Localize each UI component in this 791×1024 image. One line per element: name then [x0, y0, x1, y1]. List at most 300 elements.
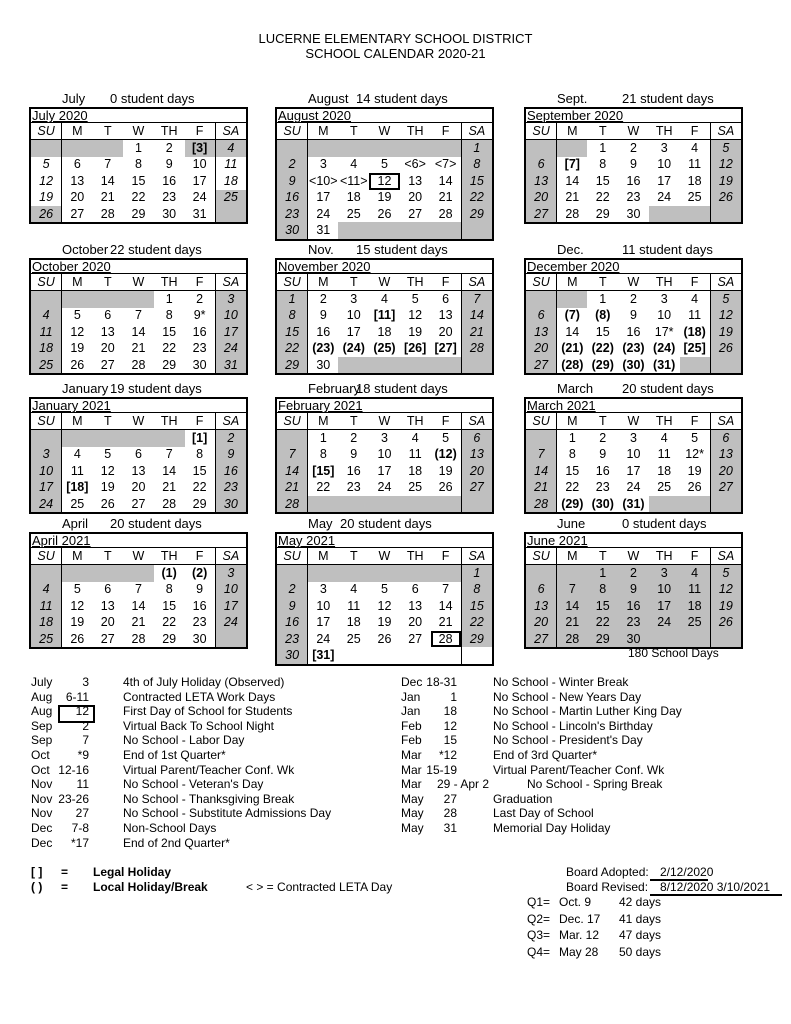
- day-cell: 16: [618, 598, 649, 614]
- event-date: *9: [77, 747, 89, 762]
- day-cell: 13: [461, 447, 492, 463]
- legend-local-equals: =: [61, 880, 69, 894]
- district-name: LUCERNE ELEMENTARY SCHOOL DISTRICT: [258, 31, 533, 46]
- day-cell: 7: [134, 308, 142, 323]
- day-cell: 11: [70, 463, 84, 478]
- day-cell: (12): [434, 447, 457, 462]
- day-cell: 25: [70, 496, 85, 511]
- student-days-count: 20 student days: [340, 516, 432, 531]
- weekday-header: SA: [461, 413, 492, 430]
- weekday-header: W: [369, 274, 400, 291]
- day-cell: 21: [277, 480, 308, 496]
- weekday-header: F: [185, 548, 216, 565]
- weekday-header: SA: [215, 123, 246, 140]
- day-cell: 4: [350, 582, 358, 597]
- event-description: No School - Lincoln's Birthday: [493, 718, 653, 733]
- day-cell: 6: [710, 430, 741, 447]
- weekday-header: TH: [400, 548, 431, 565]
- day-cell: 1: [319, 431, 327, 446]
- student-days-count: 15 student days: [356, 242, 448, 257]
- day-cell: 17: [316, 615, 331, 630]
- day-cell: [7]: [564, 157, 580, 172]
- day-cell: 30: [192, 631, 207, 646]
- day-cell: 1: [599, 292, 607, 307]
- day-cell: 18: [346, 190, 361, 205]
- event-description: No School - Veteran's Day: [123, 777, 264, 792]
- day-cell: [215, 206, 246, 222]
- day-cell: 23: [162, 190, 177, 205]
- day-cell: 16: [277, 190, 308, 206]
- day-cell: <11>: [339, 173, 368, 188]
- day-cell: [369, 140, 400, 157]
- weekday-header: SA: [461, 548, 492, 565]
- day-cell: 5: [411, 292, 419, 307]
- day-cell: [680, 357, 711, 373]
- weekday-header: M: [62, 274, 93, 291]
- day-cell: 22: [277, 341, 308, 357]
- day-cell: 17: [649, 598, 680, 614]
- event-description: No School - Spring Break: [527, 777, 663, 792]
- event-month: Aug: [31, 704, 53, 719]
- day-cell: [1]: [191, 431, 208, 446]
- day-cell: 6: [411, 582, 419, 597]
- day-cell: 18: [31, 341, 62, 357]
- event-description: Contracted LETA Work Days: [123, 689, 276, 704]
- weekday-header: M: [557, 274, 588, 291]
- weekday-header: SA: [710, 413, 741, 430]
- day-cell: [27]: [434, 341, 457, 356]
- day-cell: 15: [162, 324, 177, 339]
- month-name: June: [557, 516, 586, 531]
- day-cell: [31, 140, 62, 157]
- day-cell: 14: [162, 463, 177, 478]
- day-cell: [369, 357, 400, 373]
- weekday-header: SA: [461, 123, 492, 140]
- day-cell: [123, 565, 154, 582]
- day-cell: 8: [277, 308, 308, 324]
- weekday-header: TH: [649, 274, 680, 291]
- day-cell: 28: [431, 631, 462, 647]
- day-cell: 7: [442, 582, 450, 597]
- day-cell: [526, 140, 557, 157]
- month-name: January: [62, 381, 109, 396]
- day-cell: 4: [660, 431, 668, 446]
- day-cell: [277, 140, 308, 157]
- day-cell: 21: [162, 480, 177, 495]
- day-cell: [308, 496, 339, 512]
- day-cell: [431, 647, 462, 663]
- day-cell: 20: [100, 341, 115, 356]
- quarter-end-date: Mar. 12: [559, 928, 600, 942]
- weekday-header: T: [587, 548, 618, 565]
- event-month: Nov: [31, 806, 53, 821]
- day-cell: 15: [595, 324, 610, 339]
- day-cell: 4: [31, 308, 62, 324]
- day-cell: 22: [565, 480, 580, 495]
- day-cell: 22: [595, 190, 610, 205]
- event-date: *17: [70, 835, 89, 850]
- weekday-header: W: [369, 123, 400, 140]
- day-cell: 27: [526, 206, 557, 222]
- day-cell: [431, 565, 462, 582]
- month-calendar: [524, 397, 743, 514]
- month-name: March: [557, 381, 594, 396]
- day-cell: [31, 430, 62, 447]
- day-cell: 16: [277, 615, 308, 631]
- day-cell: (29): [561, 496, 584, 511]
- day-cell: 27: [408, 631, 423, 646]
- day-cell: 21: [131, 615, 146, 630]
- day-cell: 20: [408, 190, 423, 205]
- day-cell: [92, 430, 123, 447]
- day-cell: 20: [526, 190, 557, 206]
- day-cell: 3: [350, 292, 358, 307]
- day-cell: <7>: [434, 157, 457, 172]
- day-cell: 3: [660, 141, 668, 156]
- legend-local-text: Local Holiday/Break: [93, 880, 208, 894]
- day-cell: 11: [680, 582, 711, 598]
- day-cell: [461, 647, 492, 663]
- day-cell: 19: [710, 598, 741, 614]
- day-cell: 23: [192, 341, 207, 356]
- event-date: 31: [443, 820, 457, 835]
- weekday-header: W: [123, 123, 154, 140]
- event-date: 6-11: [65, 689, 89, 704]
- weekday-header: TH: [400, 413, 431, 430]
- weekday-header: T: [338, 413, 369, 430]
- day-cell: [526, 565, 557, 582]
- day-cell: 24: [192, 190, 207, 205]
- day-cell: [461, 496, 492, 512]
- day-cell: 13: [100, 598, 115, 613]
- event-description: Graduation: [493, 791, 553, 806]
- day-cell: 7: [526, 447, 557, 463]
- event-date: 15: [443, 733, 457, 748]
- day-cell: 10: [316, 598, 331, 613]
- day-cell: 5: [380, 157, 388, 172]
- day-cell: 12: [710, 308, 741, 324]
- day-cell: 28: [277, 496, 308, 512]
- quarter-label: Q2=: [527, 911, 551, 926]
- weekday-header: SU: [31, 123, 62, 140]
- event-description: No School - Thanksgiving Break: [123, 791, 295, 806]
- day-cell: 3: [660, 292, 668, 307]
- weekday-header: TH: [154, 123, 185, 140]
- weekday-header: F: [185, 123, 216, 140]
- event-description: No School - President's Day: [493, 733, 643, 748]
- weekday-header: T: [338, 274, 369, 291]
- day-cell: 30: [626, 206, 641, 221]
- month-calendar: [29, 107, 248, 224]
- day-cell: [62, 291, 93, 308]
- month-calendar: [275, 107, 494, 241]
- day-cell: <10>: [309, 173, 338, 188]
- weekday-header: M: [62, 123, 93, 140]
- weekday-header: F: [431, 413, 462, 430]
- day-cell: 29: [131, 206, 146, 221]
- weekday-header: M: [308, 123, 339, 140]
- day-cell: (7): [564, 308, 580, 323]
- event-description: Memorial Day Holiday: [493, 820, 611, 835]
- day-cell: 1: [134, 141, 142, 156]
- event-date: 2: [82, 718, 89, 733]
- day-cell: 12: [369, 173, 400, 189]
- weekday-header: T: [338, 548, 369, 565]
- weekday-header: TH: [154, 413, 185, 430]
- event-description: No School - Substitute Admissions Day: [123, 806, 332, 821]
- day-cell: (18): [683, 324, 706, 339]
- weekday-header: F: [680, 274, 711, 291]
- day-cell: 17: [657, 173, 672, 188]
- day-cell: 28: [131, 357, 146, 372]
- day-cell: 1: [165, 292, 173, 307]
- day-cell: [62, 140, 93, 157]
- day-cell: 9: [599, 447, 607, 462]
- day-cell: 21: [438, 615, 453, 630]
- event-month: Mar: [401, 747, 422, 762]
- day-cell: 26: [710, 341, 741, 357]
- day-cell: [92, 140, 123, 157]
- day-cell: 28: [526, 496, 557, 512]
- day-cell: 2: [350, 431, 358, 446]
- day-cell: 2: [277, 582, 308, 598]
- day-cell: 5: [73, 582, 81, 597]
- day-cell: 1: [568, 431, 576, 446]
- day-cell: (1): [161, 566, 177, 581]
- day-cell: 9: [277, 173, 308, 189]
- month-label: October 2020: [31, 260, 246, 274]
- day-cell: 27: [131, 496, 146, 511]
- day-cell: [26]: [404, 341, 427, 356]
- weekday-header: SU: [277, 274, 308, 291]
- day-cell: 10: [215, 582, 246, 598]
- month-name: May: [308, 516, 333, 531]
- day-cell: 14: [438, 598, 453, 613]
- day-cell: [369, 222, 400, 238]
- day-cell: 30: [277, 222, 308, 238]
- month-label: May 2021: [277, 534, 492, 548]
- day-cell: 18: [657, 463, 672, 478]
- day-cell: [25]: [683, 341, 706, 356]
- day-cell: 2: [629, 292, 637, 307]
- legend-legal-equals: =: [61, 865, 69, 879]
- day-cell: 18: [680, 598, 711, 614]
- event-date: 29 - Apr 2: [436, 777, 489, 792]
- day-cell: 13: [526, 173, 557, 189]
- day-cell: [31]: [312, 648, 335, 663]
- weekday-header: T: [92, 413, 123, 430]
- day-cell: 16: [316, 324, 331, 339]
- day-cell: 1: [277, 291, 308, 308]
- day-cell: 5: [710, 291, 741, 308]
- month-label: September 2020: [526, 109, 741, 123]
- weekday-header: M: [308, 548, 339, 565]
- day-cell: 27: [526, 631, 557, 647]
- day-cell: 4: [350, 157, 358, 172]
- day-cell: 30: [618, 631, 649, 647]
- day-cell: 9: [618, 582, 649, 598]
- month-calendar: [275, 258, 494, 375]
- day-cell: 27: [100, 357, 115, 372]
- day-cell: [710, 357, 741, 373]
- board-adopted-label: Board Adopted:: [566, 865, 649, 879]
- weekday-header: TH: [154, 274, 185, 291]
- day-cell: 9: [196, 582, 204, 597]
- weekday-header: SU: [526, 413, 557, 430]
- weekday-header: T: [587, 274, 618, 291]
- day-cell: 23: [215, 480, 246, 496]
- day-cell: 5: [380, 582, 388, 597]
- weekday-header: F: [185, 274, 216, 291]
- day-cell: 10: [215, 308, 246, 324]
- weekday-header: SU: [31, 274, 62, 291]
- day-cell: 15: [277, 324, 308, 340]
- day-cell: 10: [377, 447, 392, 462]
- day-cell: [308, 565, 339, 582]
- day-cell: 6: [461, 430, 492, 447]
- day-cell: 21: [131, 341, 146, 356]
- day-cell: 8: [196, 447, 204, 462]
- day-cell: [92, 565, 123, 582]
- month-label: August 2020: [277, 109, 492, 123]
- day-cell: 26: [438, 480, 453, 495]
- month-calendar: [524, 107, 743, 224]
- day-cell: 31: [316, 223, 331, 238]
- day-cell: 26: [31, 206, 62, 222]
- day-cell: 12: [377, 598, 392, 613]
- event-date: 12: [443, 718, 457, 733]
- day-cell: 19: [70, 615, 85, 630]
- day-cell: 30: [277, 647, 308, 663]
- day-cell: 25: [215, 190, 246, 206]
- day-cell: 30: [192, 357, 207, 372]
- day-cell: 28: [557, 631, 588, 647]
- calendar-year: SCHOOL CALENDAR 2020-21: [305, 46, 486, 61]
- day-cell: (30): [622, 357, 645, 372]
- day-cell: 29: [461, 631, 492, 647]
- month-name: Nov.: [308, 242, 334, 257]
- event-date: 27: [75, 806, 89, 821]
- day-cell: 6: [526, 157, 557, 173]
- day-cell: 10: [657, 157, 672, 172]
- day-cell: 16: [215, 463, 246, 479]
- day-cell: 2: [618, 565, 649, 582]
- day-cell: (24): [653, 341, 676, 356]
- day-cell: [11]: [373, 308, 396, 323]
- day-cell: 12: [710, 582, 741, 598]
- day-cell: 12: [408, 308, 423, 323]
- event-description: Virtual Parent/Teacher Conf. Wk: [123, 762, 295, 777]
- day-cell: 5: [710, 140, 741, 157]
- day-cell: 24: [215, 615, 246, 631]
- day-cell: [431, 496, 462, 512]
- weekday-header: T: [587, 413, 618, 430]
- day-cell: [369, 647, 400, 663]
- day-cell: 3: [319, 157, 327, 172]
- day-cell: 4: [380, 292, 388, 307]
- day-cell: 13: [526, 324, 557, 340]
- day-cell: [400, 222, 431, 238]
- day-cell: 20: [408, 615, 423, 630]
- day-cell: 3: [215, 565, 246, 582]
- event-date: 11: [76, 777, 89, 792]
- day-cell: 15: [162, 598, 177, 613]
- day-cell: 2: [277, 157, 308, 173]
- student-days-count: 21 student days: [622, 91, 714, 106]
- day-cell: 11: [347, 598, 361, 613]
- event-month: Dec: [31, 835, 53, 850]
- day-cell: 28: [461, 341, 492, 357]
- day-cell: 16: [192, 598, 207, 613]
- day-cell: 21: [526, 480, 557, 496]
- day-cell: 25: [346, 206, 361, 221]
- day-cell: 31: [192, 206, 207, 221]
- weekday-header: W: [123, 274, 154, 291]
- weekday-header: W: [369, 413, 400, 430]
- student-days-count: 14 student days: [356, 91, 448, 106]
- month-calendar: [524, 258, 743, 375]
- day-cell: 23: [277, 206, 308, 222]
- quarter-end-date: May 28: [559, 944, 599, 959]
- month-name: July: [62, 91, 86, 106]
- day-cell: 20: [100, 615, 115, 630]
- day-cell: 18: [346, 615, 361, 630]
- day-cell: 13: [408, 598, 423, 613]
- day-cell: 1: [587, 565, 618, 582]
- day-cell: 25: [680, 615, 711, 631]
- weekday-header: F: [431, 123, 462, 140]
- day-cell: 3: [319, 582, 327, 597]
- day-cell: 4: [215, 140, 246, 157]
- event-month: Jan: [401, 704, 421, 719]
- day-cell: 12: [70, 598, 85, 613]
- day-cell: 14: [565, 173, 580, 188]
- document-title: [0, 31, 791, 61]
- day-cell: [338, 647, 369, 663]
- day-cell: (28): [561, 357, 584, 372]
- day-cell: 2: [196, 292, 204, 307]
- weekday-header: F: [680, 548, 711, 565]
- month-label: April 2021: [31, 534, 246, 548]
- weekday-header: T: [92, 548, 123, 565]
- day-cell: 23: [277, 631, 308, 647]
- day-cell: 27: [710, 480, 741, 496]
- day-cell: 25: [31, 631, 62, 647]
- day-cell: 19: [438, 463, 453, 478]
- event-description: End of 3rd Quarter*: [493, 747, 598, 762]
- day-cell: 14: [100, 173, 115, 188]
- day-cell: 26: [377, 206, 392, 221]
- day-cell: 19: [31, 190, 62, 206]
- weekday-header: T: [92, 274, 123, 291]
- day-cell: [123, 430, 154, 447]
- day-cell: 19: [710, 324, 741, 340]
- weekday-header: W: [618, 548, 649, 565]
- day-cell: 4: [31, 582, 62, 598]
- day-cell: 12*: [685, 447, 704, 462]
- day-cell: 22: [587, 615, 618, 631]
- day-cell: 20: [526, 341, 557, 357]
- month-label: November 2020: [277, 260, 492, 274]
- month-label: March 2021: [526, 399, 741, 413]
- day-cell: 11: [688, 308, 702, 323]
- day-cell: (29): [591, 357, 614, 372]
- day-cell: 11: [408, 447, 422, 462]
- quarter-days: 41 days: [619, 911, 662, 926]
- day-cell: 6: [73, 157, 81, 172]
- day-cell: [400, 140, 431, 157]
- day-cell: 26: [70, 357, 85, 372]
